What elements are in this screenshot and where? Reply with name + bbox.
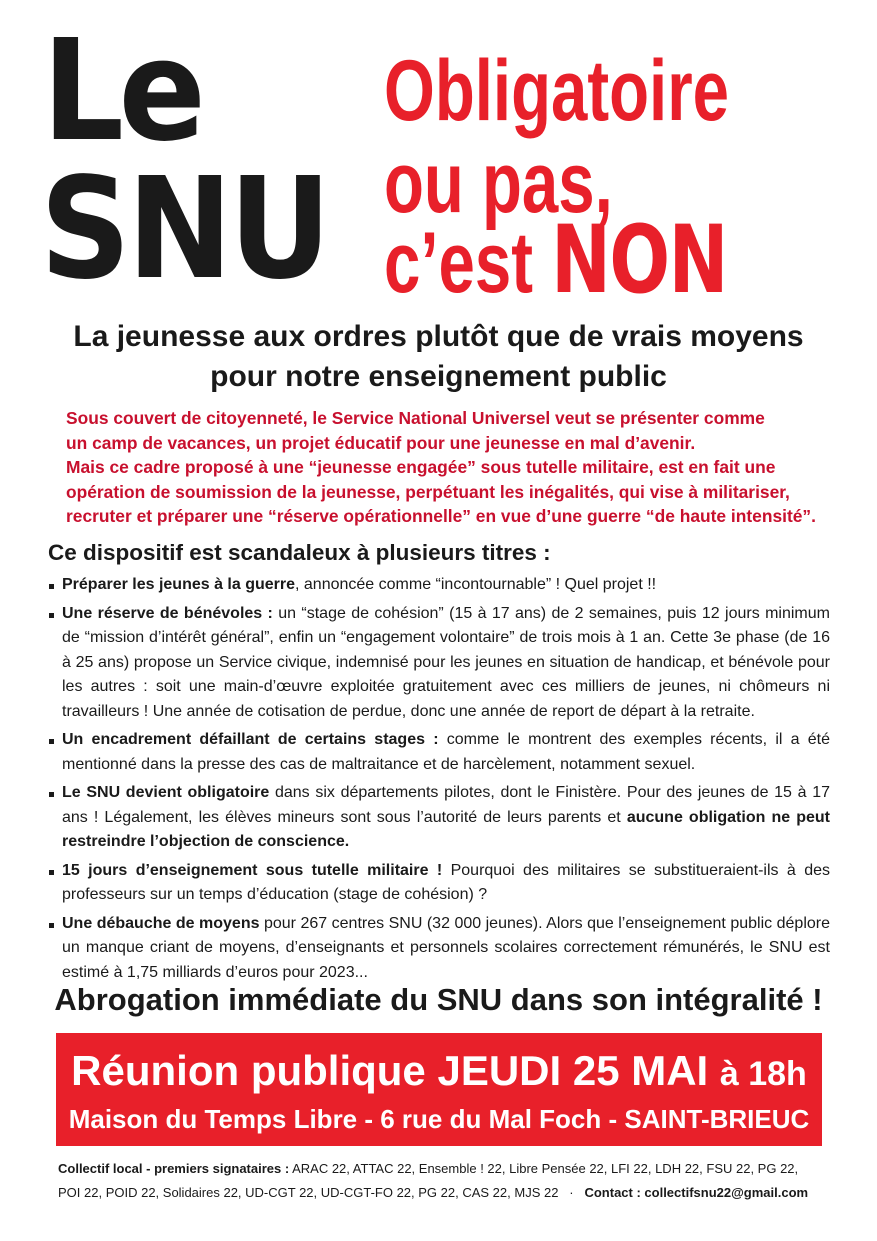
title-snu: SNU <box>40 148 328 311</box>
bullet-lead: Une réserve de bénévoles : <box>62 604 273 622</box>
signatories-list-2: POI 22, POID 22, Solidaires 22, UD-CGT 22, UD-CGT-FO 22, PG 22, CAS 22, MJS 22 <box>58 1185 559 1200</box>
signatories-label: Collectif local - premiers signataires : <box>58 1161 290 1176</box>
footer-separator: · <box>569 1185 574 1200</box>
subtitle-line-2: pour notre enseignement public <box>210 360 667 393</box>
bullet-emphasis: aucune obligation ne peut restreindre l’objection de conscience. <box>62 808 830 850</box>
bullet-text: Pourquoi des militaires se substitueraient-ils à des professeurs sur un temps d’éducation (stage de cohésion) ? <box>62 861 831 903</box>
meeting-time: à 18h <box>719 1055 807 1093</box>
headline-non: NON <box>551 206 727 315</box>
bullet-lead: Préparer les jeunes à la guerre <box>62 576 296 593</box>
headline-line-3 <box>384 206 727 315</box>
abrogation-slogan: Abrogation immédiate du SNU dans son intégralité ! <box>54 982 823 1017</box>
bullet-lead: 15 jours d’enseignement sous tutelle militaire ! <box>62 861 443 879</box>
bullet-text: pour 267 centres SNU (32 000 jeunes). Alors que l’enseignement public déplore un manque criant de moyens, d’enseignants et personnels scolaires correctement rémunérés, le SNU est estimé à 1,75 milliards d’euros pour 2023... <box>62 914 831 981</box>
bullet-text: , annoncée comme “incontournable” ! Quel projet !! <box>295 576 657 593</box>
bullet-lead: Un encadrement défaillant de certains stages : <box>62 731 439 748</box>
bullet-list <box>48 573 830 989</box>
headline-line-1: Obligatoire <box>384 43 729 139</box>
title-le: Le <box>42 10 201 173</box>
bullet-text: dans six départements pilotes, dont le Finistère. Pour des jeunes de 15 à 17 ans ! Légalement, les élèves mineurs sont sous l’autorité de leurs parents et <box>62 784 831 826</box>
contact-email[interactable]: Contact : collectifsnu22@gmail.com <box>584 1185 809 1200</box>
signatories-line-2 <box>58 1181 828 1205</box>
signatories-line-1 <box>58 1157 828 1181</box>
subtitle-line-1: La jeunesse aux ordres plutôt que de vrais moyens <box>73 320 804 353</box>
meeting-banner <box>56 1033 822 1146</box>
bullet-item <box>48 912 830 986</box>
bullet-item <box>48 859 830 908</box>
bullet-lead: Une débauche de moyens <box>62 914 260 932</box>
bullet-text: un “stage de cohésion” (15 à 17 ans) de 2 semaines, puis 12 jours minimum de “mission d’intérêt général”, enfin un “engagement volontaire” de trois mois à 1 an. Cette 3e phase (de 16 à 25 ans) propose un Service civique, indemnisé pour les jeunes en situation de handicap, et bénévole pour les autres : soit une main-d’œuvre exploitée gratuitement avec ces milliers de jeunes, ni chômeurs ni travailleurs ! Une année de cotisation de perdue, donc une année de report de départ à la retraite. <box>62 604 830 720</box>
bullet-item <box>48 728 830 777</box>
footer <box>58 1157 828 1205</box>
bullet-item <box>48 602 830 725</box>
intro-paragraph <box>66 406 846 529</box>
meeting-date-main: Réunion publique JEUDI 25 MAI <box>71 1047 720 1094</box>
headline-cest: c’est <box>384 215 552 311</box>
bullet-lead: Le SNU devient obligatoire <box>62 784 270 801</box>
intro-line: opération de soumission de la jeunesse, perpétuant les inégalités, qui vise à militariser, <box>66 481 790 502</box>
bullet-item <box>48 781 830 855</box>
intro-line: Sous couvert de citoyenneté, le Service National Universel veut se présenter comme <box>66 408 765 428</box>
bullet-item <box>48 573 830 598</box>
bullet-text: comme le montrent des exemples récents, il a été mentionné dans la presse des cas de maltraitance et de harcèlement, notamment sexuel. <box>62 731 831 773</box>
intro-line: un camp de vacances, un projet éducatif pour une jeunesse en mal d’avenir. <box>66 432 696 453</box>
meeting-date <box>56 1047 822 1095</box>
intro-line: Mais ce cadre proposé à une “jeunesse engagée” sous tutelle militaire, est en fait une <box>66 457 776 477</box>
section-title: Ce dispositif est scandaleux à plusieurs titres : <box>48 540 551 565</box>
intro-line: recruter et préparer une “réserve opérationnelle” en vue d’une guerre “de haute intensité”. <box>66 506 816 526</box>
headline-line-2: ou pas, <box>384 135 613 231</box>
signatories-list-1: ARAC 22, ATTAC 22, Ensemble ! 22, Libre Pensée 22, LFI 22, LDH 22, FSU 22, PG 22, <box>289 1161 799 1176</box>
meeting-location: Maison du Temps Libre - 6 rue du Mal Foch - SAINT-BRIEUC <box>68 1104 810 1134</box>
